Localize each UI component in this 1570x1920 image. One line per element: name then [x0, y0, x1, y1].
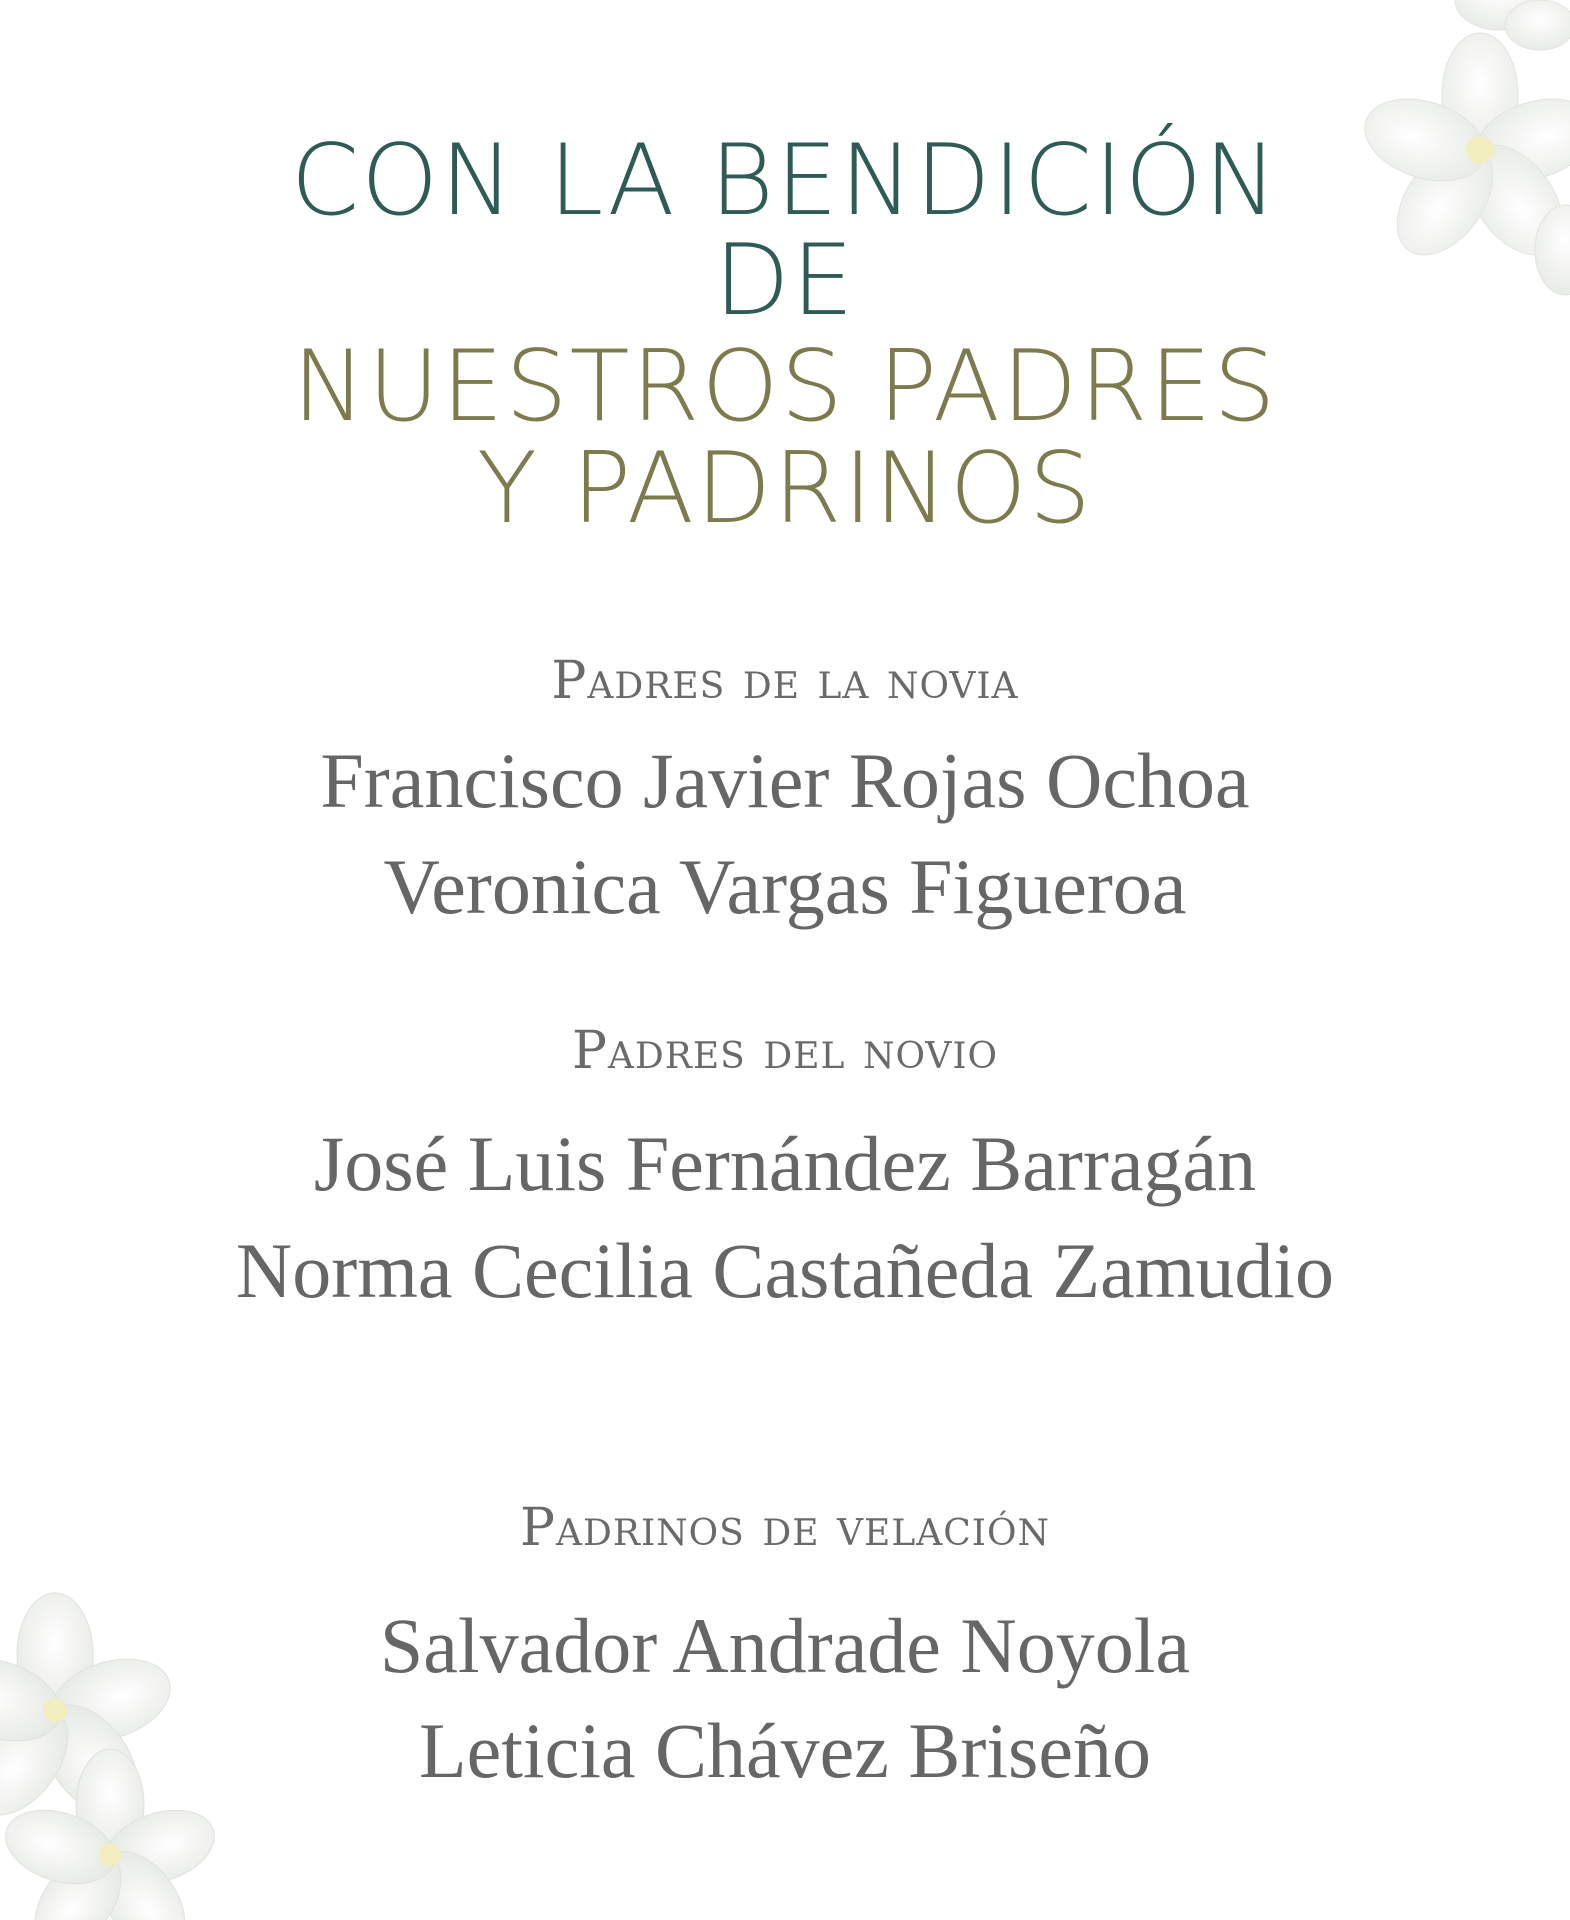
bride-father-name: Francisco Javier Rojas Ochoa [320, 737, 1250, 824]
title-line-3: NUESTROS PADRES [292, 330, 1278, 444]
groom-father-name: José Luis Fernández Barragán [313, 1120, 1257, 1207]
godmother-name: Leticia Chávez Briseño [418, 1707, 1152, 1794]
section-label-godparents: Padrinos de velación [519, 1498, 1050, 1558]
groom-mother-name: Norma Cecilia Castañeda Zamudio [235, 1227, 1335, 1314]
godfather-name: Salvador Andrade Noyola [379, 1602, 1191, 1689]
bride-mother-name: Veronica Vargas Figueroa [383, 843, 1187, 930]
section-label-bride-parents: Padres de la novia [551, 651, 1019, 711]
title-line-4: Y PADRINOS [477, 432, 1093, 546]
title-line-1: CON LA BENDICIÓN [290, 124, 1280, 238]
title-line-2: DE [714, 224, 856, 338]
section-label-groom-parents: Padres del novio [571, 1021, 999, 1081]
